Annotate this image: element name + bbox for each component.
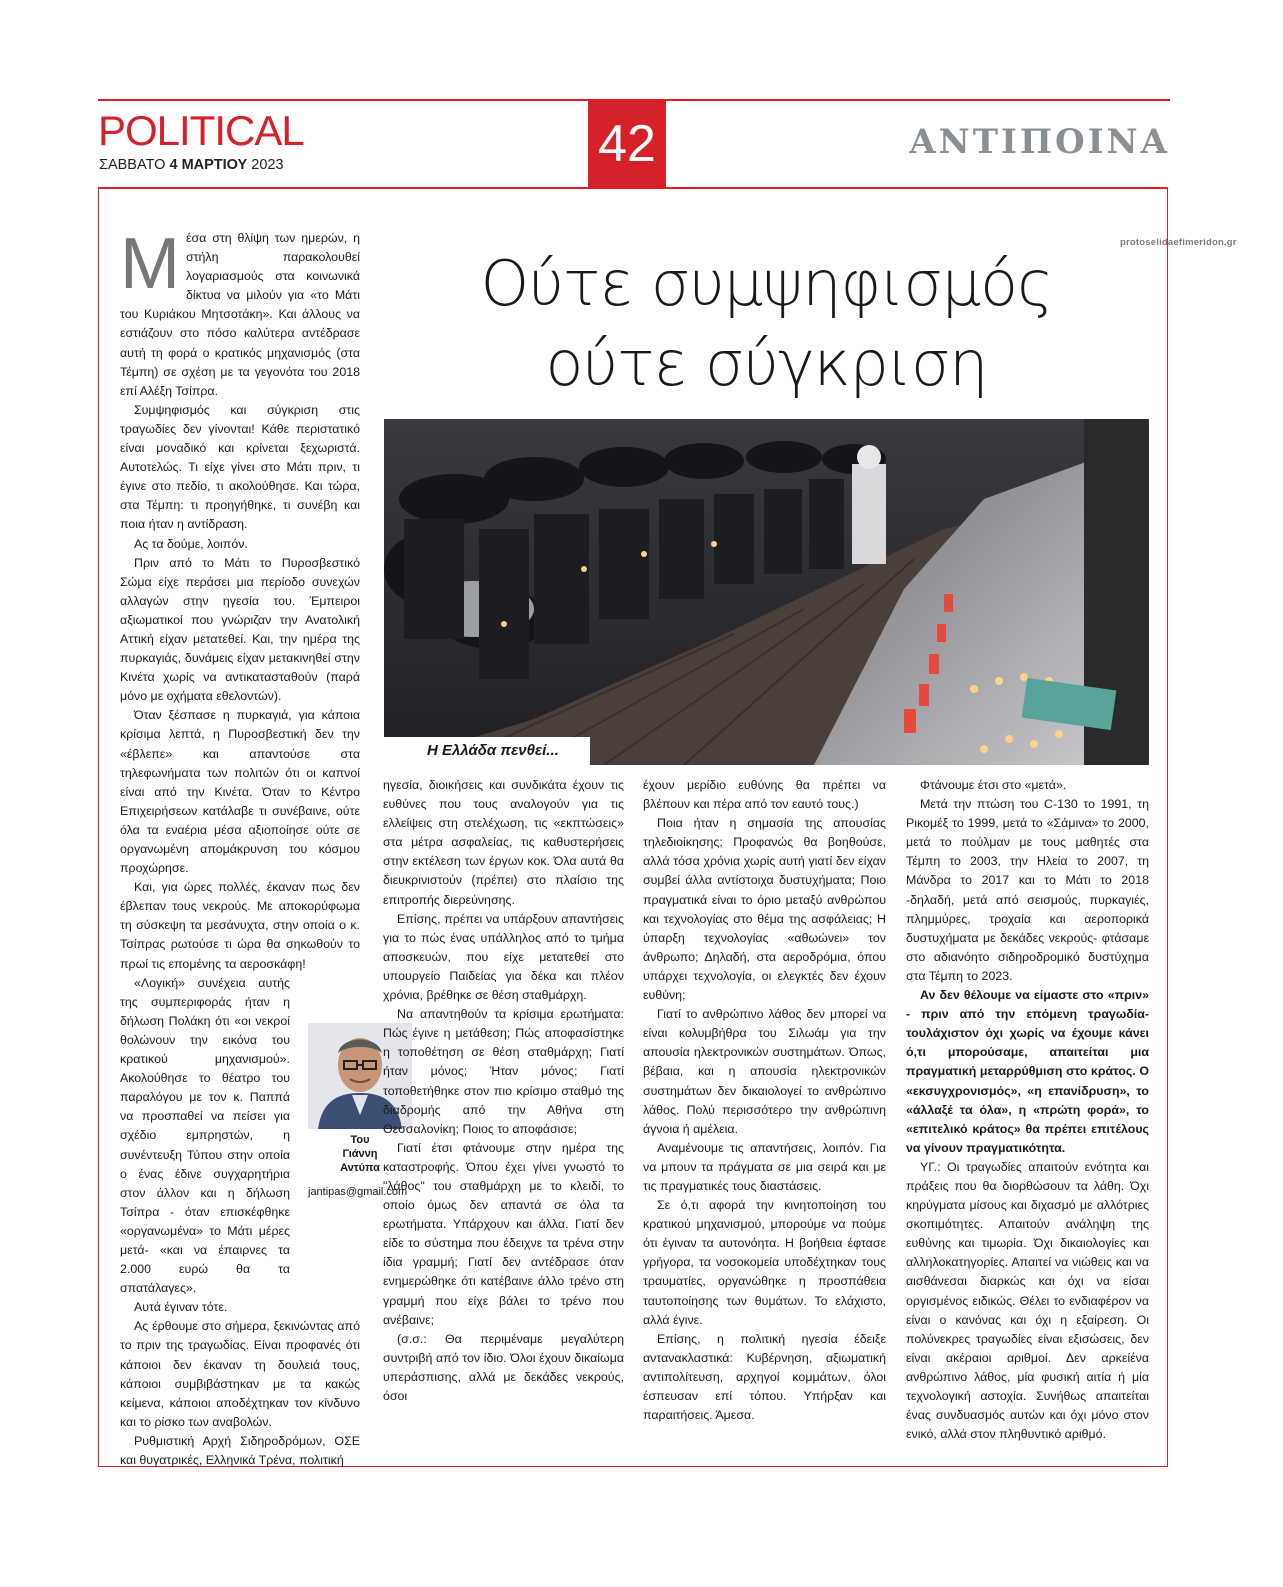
article-column-4	[906, 776, 1149, 1444]
date-year: 2023	[251, 157, 284, 173]
col3-paragraph: Αναμένουμε τις απαντήσεις, λοιπόν. Για να μπουν τα πράγματα σε μια σειρά και με τις πραγματικές τους διαστάσεις.	[643, 1140, 886, 1193]
col1-paragraph: Ας έρθουμε στο σήμερα, ξεκινώντας από το πριν της τραγωδίας. Είναι προφανές ότι κάποιοι δεν έκαναν τη δουλειά τους, κάποιοι συμβιβάστηκαν με τα κακώς κείμενα, κάποιοι αποδέχτηκαν τον κίνδυνο και το ρίσκο των αναβολών.	[120, 1319, 360, 1429]
col1-paragraph: Ας τα δούμε, λοιπόν.	[134, 536, 248, 551]
col1-paragraph: Πριν από το Μάτι το Πυροσβεστικό Σώμα είχε περάσει μια περίοδο συνεχών αλλαγών στην ηγεσία του. Έμπειροι αξιωματικοί που γνώριζαν την Ανατολική Αττική είχαν μετατεθεί. Και, την ημέρα της πυρκαγιάς, δυνάμεις είχαν μετακινηθεί στην Κινέτα χωρίς να αντικατασταθούν (παρά μόνο με οχήματα εθελοντών).	[120, 555, 360, 704]
col3-paragraph: Γιατί το ανθρώπινο λάθος δεν μπορεί να είναι κολυμβήθρα του Σιλωάμ για την απουσία ηλεκτρονικών συστημάτων. Όπως, βέβαια, και η απουσία ηλεκτρονικών συστημάτων δεν δικαιολογεί το ανθρώπινο λάθος. Πολύ περισσότερο την ανθρώπινη άγνοια ή αμέλεια.	[643, 1007, 886, 1136]
photo-caption: Η Ελλάδα πενθεί...	[383, 737, 590, 765]
col2-paragraph: Γιατί έτσι φτάνουμε στην ημέρα της καταστροφής. Όπου έχει γίνει γνωστό το "λάθος" του σταθμάρχη με το κλειδί, το οποίο όμως δεν απαντά σε όλα τα ερωτήματα. Υπάρχουν και άλλα. Γιατί δεν είδε το σύστημα που έδειχνε τα τρένα στην ίδια γραμμή; Γιατί δεν αντέδρασε όταν ενημερώθηκε ότι κατέβαινε άλλο τρένο στη γραμμή που είχε βάλει το τρένο που ανέβαινε;	[383, 1140, 624, 1327]
col3-paragraph: Επίσης, η πολιτική ηγεσία έδειξε αντανακλαστικά: Κυβέρνηση, αξιωματική αντιπολίτευση, αρχηγοί κομμάτων, όλοι έσπευσαν επί τόπου. Υπήρξαν και παραιτήσεις. Άμεσα.	[643, 1331, 886, 1423]
col2-paragraph: Επίσης, πρέπει να υπάρξουν απαντήσεις για το πώς ένας υπάλληλος από το τμήμα αποσκευών, που είχε μετατεθεί στο υπουργείο Παιδείας για δέκα και πλέον χρόνια, βρέθηκε σε θέση σταθμάρχη.	[383, 911, 624, 1003]
col2-paragraph: (σ.σ.: Θα περιμέναμε μεγαλύτερη συντριβή από τον ίδιο. Όλοι έχουν δικαίωμα υπεράσπισης, αλλά με δεκάδες νεκρούς, όσοι	[383, 1331, 624, 1403]
col4-paragraph: Μετά την πτώση του C-130 το 1991, τη Ρικομέξ το 1999, μετά το «Σάμινα» το 2000, μετά το πούλμαν με τους μαθητές στα Τέμπη το 2003, την Ηλεία το 2007, τη Μάνδρα το 2017 και το Μάτι το 2018 -δηλαδή, μετά από σεισμούς, πυρκαγιές, πλημμύρες, τροχαία και αεροπορικά δυστυχήματα με δεκάδες νεκρούς- φτάσαμε στο αδιανόητο σιδηροδρομικό δυστύχημα στα Τέμπη το 2023.	[906, 797, 1149, 983]
brand-logo: POLITICAL	[98, 107, 304, 154]
col1-paragraph: Και, για ώρες πολλές, έκαναν πως δεν έβλεπαν τους νεκρούς. Με αποκορύφωμα τη σύσκεψη τα μεσάνυχτα, στην οποία ο κ. Τσίπρας ρωτούσε τι ώρα θα σηκωθούν το πρωί τις επομένης τα αεροσκάφη!	[120, 880, 360, 971]
col1-paragraph: Αυτά έγιναν τότε.	[134, 1300, 228, 1315]
date-day-month: 4 ΜΑΡΤΙΟΥ	[169, 157, 248, 173]
watermark: protoselidaefimeridon.gr	[1120, 237, 1237, 248]
col2-paragraph: Να απαντηθούν τα κρίσιμα ερωτήματα: Πώς έγινε η μετάθεση; Πώς αποφασίστηκε η τοποθέτηση σε θέση σταθμάρχη; Γιατί ήταν μόνος; Ήταν μόνος; Γιατί τοποθετήθηκε στον πιο κρίσιμο σταθμό της διαδρομής από την Αθήνα στη Θεσσαλονίκη; Ποιος το αποφάσισε;	[383, 1007, 624, 1136]
article-column-2	[383, 776, 624, 1406]
col1-paragraph: Μέσα στη θλίψη των ημερών, η στήλη παρακολουθεί λογαριασμούς στα κοινωνικά δίκτυα να μιλούν για «το Μάτι του Κυριάκου Μητσοτάκη». Και άλλους να εστιάζουν στο πόσο καλύτερα αντέδρασε αυτή τη φορά ο κρατικός μηχανισμός (στα Τέμπη) σε σχέση με τα γεγονότα του 2018 επί Αλέξη Τσίπρα.	[120, 224, 360, 398]
article-headline	[384, 244, 1149, 404]
author-email[interactable]: jantipas@gmail.com	[308, 1186, 408, 1198]
col3-paragraph: Σε ό,τι αφορά την κινητοποίηση του κρατικού μηχανισμού, μπορούμε να πούμε ότι έγιναν τα αυτονόητα. Η βοήθεια έφτασε γρήγορα, τα νοσοκομεία υποδέχτηκαν τους τραυματίες, οργανώθηκε η προσπάθεια ταυτοποίησης των θυμάτων. Το ελάχιστο, αλλά έγινε.	[643, 1198, 886, 1327]
col3-paragraph: Ποια ήταν η σημασία της απουσίας τηλεδιοίκησης; Προφανώς θα βοηθούσε, αλλά τόσα χρόνια χωρίς αυτή γιατί δεν είχαν συμβεί άλλα αντίστοιχα δυστυχήματα; Ποιο πραγματικά είναι το όριο μεταξύ ανθρώπου και τεχνολογίας στο θέμα της ασφάλειας; Η ύπαρξη τεχνολογίας «αθωώνει» τον άνθρωπο; Δηλαδή, στα αεροδρόμια, όπου υπάρχει τεχνολογία, οι ελεγκτές δεν έχουν ευθύνη;	[643, 816, 886, 1003]
article-column-3	[643, 776, 886, 1425]
author-name: Του Γιάννη Αντύπα	[340, 1134, 380, 1174]
col2-paragraph: ηγεσία, διοικήσεις και συνδικάτα έχουν τις ευθύνες που τους αναλογούν για τις ελλείψεις στη στελέχωση, τις «εκπτώσεις» στα μέτρα ασφαλείας, τις καθυστερήσεις στην εκτέλεση των έργων κοκ. Όλα αυτά θα διευκρινιστούν (πρέπει) στο πλαίσιο της επιτροπής διερεύνησης.	[383, 778, 624, 907]
col4-paragraph: ΥΓ.: Οι τραγωδίες απαιτούν ενότητα και πράξεις που θα διορθώσουν τα λάθη. Όχι κηρύγματα μίσους και διχασμό με αλλότριες σκοπιμότητες. Απαιτούν ανάληψη της ευθύνης και τιμωρία. Όχι δικαιολογίες και αλληλοκατηγορίες. Απαιτεί να νιώθεις και να αισθάνεσαι διαρκώς και όχι να είσαι οργισμένος ειδικώς. Θέλει το ενδιαφέρον να είναι ο κανόνας και όχι η εξαίρεση. Οι πολύνεκρες τραγωδίες είναι εξισώσεις, δεν είναι ακέραιοι αριθμοί. Δεν αρκείένα ανθρώπινο λάθος, μία φυσική αιτία ή μία τεχνολογική αστοχία. Συνήθως απαιτείται ένας συνδυασμός αυτών και όχι μόνο στον ενικό, αλλά στον πληθυντικό αριθμό.	[906, 1159, 1149, 1442]
headline-line-1: Ούτε συμψηφισμός	[480, 247, 1053, 320]
headline-line-2: ούτε σύγκριση	[545, 327, 988, 400]
vigil-photo-image	[384, 419, 1149, 765]
col4-bold-paragraph: Αν δεν θέλουμε να είμαστε στο «πριν» - πριν από την επόμενη τραγωδία- τουλάχιστον όχι χωρίς να έχουμε κάνει ό,τι μπορούσαμε, απαιτείται μια πραγματική μεταρρύθμιση στο κράτος. Ο «εκσυγχρονισμός», «η επανίδρυση», το «άλλαξέ τα όλα», η «πρώτη φορά», το «επιτελικό κράτος» θα πρέπει επιτέλους να γίνουν πραγματικότητα.	[906, 988, 1149, 1155]
vigil-photo	[384, 419, 1149, 765]
col1-paragraph: Συμψηφισμός και σύγκριση στις τραγωδίες δεν γίνονται! Κάθε περιστατικό είναι μοναδικό και κρίνεται ξεχωριστά. Αυτοτελώς. Τι είχε γίνει στο Μάτι πριν, τι έγινε στο πεδίο, τι ακολούθησε. Και τώρα, στα Τέμπη: τι προηγήθηκε, τι συνέβη και ποια ήταν η αντίδραση.	[120, 402, 360, 532]
drop-cap: Μ	[120, 224, 180, 304]
article-column-1	[120, 224, 360, 1470]
col1-paragraph: Ρυθμιστική Αρχή Σιδηροδρόμων, ΟΣΕ και θυγατρικές, Ελληνικά Τρένα, πολιτική	[120, 1433, 360, 1467]
col1-paragraph: Όταν ξέσπασε η πυρκαγιά, για κάποια κρίσιμα λεπτά, η Πυροσβεστική δεν την «έβλεπε» και απαντούσε στα τηλεφωνήματα των πολιτών ότι οι καπνοί είναι από την Κινέτα. Όταν το Κέντρο Επιχειρήσεων κατάλαβε τι συνέβαινε, ούτε όλα τα εναέρια μέσα αξιοποίησε ούτε σε οργανωμένη απομάκρυνση του κόσμου προχώρησε.	[120, 708, 360, 876]
date-weekday: ΣΑΒΒΑΤΟ	[99, 157, 166, 173]
col3-paragraph: έχουν μερίδιο ευθύνης θα πρέπει να βλέπουν και πέρα από τον εαυτό τους.)	[643, 778, 886, 812]
section-title: ΑΝΤΙΠΟΙΝΑ	[909, 122, 1170, 162]
page-number: 42	[588, 101, 666, 188]
col4-paragraph: Φτάνουμε έτσι στο «μετά».	[920, 778, 1067, 792]
issue-date	[99, 157, 284, 173]
col1-paragraph: «Λογική» συνέχεια αυτής της συμπεριφοράς ήταν η δήλωση Πολάκη ότι «οι νεκροί θολώνουν την εικόνα του κρατικού μηχανισμού». Ακολούθησε το θέατρο του παραλόγου με τον κ. Παππά να προσπαθεί να πείσει για σχέδιο εμπρηστών, η συνέντευξη Τύπου στην οποία ο ένας έδινε συγχαρητήρια στον άλλον και η δήλωση Τσίπρα - όταν επισκέφθηκε «οργανωμένα» το Μάτι μέρες μετά- «και να έπαιρνες τα 2.000 ευρώ θα τα σπατάλαγες».	[120, 975, 290, 1296]
